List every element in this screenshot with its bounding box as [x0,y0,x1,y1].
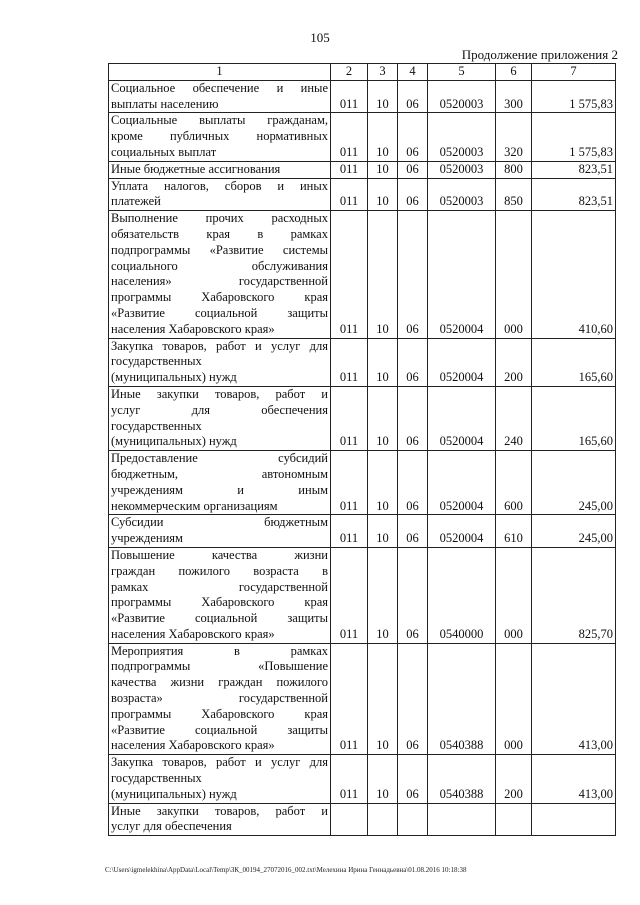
row-name-cell [109,547,331,643]
amount-cell: 413,00 [532,643,616,755]
file-path-footer: C:\Users\igmelekhina\AppData\Local\Temp\ЗК_00194_27072016_002.txt\Мелехина Ирина Геннадьевна\01.08.2016 10:18:38 [105,866,467,874]
row-name-line: (муниципальных) нужд [111,434,237,449]
code-cell [398,803,428,836]
row-name-line: Уплата налогов, сборов и иных [111,178,328,193]
table-row [109,547,616,643]
row-name-line: бюджетным, автономным [111,466,328,481]
code-cell: 06 [398,547,428,643]
amount-cell: 823,51 [532,161,616,178]
code-cell: 0540388 [428,755,496,803]
continuation-label: Продолжение приложения 2 [461,47,618,62]
row-name-line: программы Хабаровского края [111,595,328,610]
code-cell [428,803,496,836]
code-cell: 011 [331,386,368,450]
amount-cell: 245,00 [532,451,616,515]
row-name-line: Мероприятия в рамках [111,643,328,658]
row-name-line: Закупка товаров, работ и услуг для [111,755,328,770]
code-cell: 000 [496,547,532,643]
code-cell: 10 [368,113,398,161]
code-cell: 011 [331,547,368,643]
code-cell: 800 [496,161,532,178]
code-cell: 240 [496,386,532,450]
code-cell: 600 [496,451,532,515]
code-cell: 10 [368,338,398,386]
row-name-line: государственных [111,354,202,369]
row-name-line: учреждениям и иным [111,482,328,497]
code-cell [331,803,368,836]
code-cell: 000 [496,211,532,338]
table-row [109,211,616,338]
row-name-line: (муниципальных) нужд [111,786,237,801]
row-name-line: государственных [111,418,202,433]
row-name-line: обязательств края в рамках [111,226,328,241]
code-cell: 011 [331,211,368,338]
table-row [109,113,616,161]
table-row [109,803,616,836]
code-cell: 0520004 [428,338,496,386]
code-cell: 011 [331,338,368,386]
code-cell: 10 [368,451,398,515]
row-name-line: Субсидии бюджетным [111,515,328,530]
code-cell: 0520004 [428,515,496,548]
code-cell: 0520003 [428,80,496,113]
code-cell: 0520004 [428,451,496,515]
code-cell: 06 [398,161,428,178]
code-cell: 000 [496,643,532,755]
code-cell: 10 [368,211,398,338]
row-name-line: населения Хабаровского края» [111,626,275,641]
code-cell: 10 [368,643,398,755]
row-name-line: граждан пожилого возраста в [111,563,328,578]
column-header: 3 [368,64,398,81]
row-name-cell [109,338,331,386]
row-name-line: населения» государственной [111,274,328,289]
code-cell: 10 [368,755,398,803]
table-row [109,178,616,211]
row-name-line: социальных выплат [111,144,217,159]
code-cell: 200 [496,755,532,803]
column-header: 2 [331,64,368,81]
row-name-cell [109,643,331,755]
amount-cell: 1 575,83 [532,80,616,113]
code-cell: 10 [368,178,398,211]
row-name-line: Предоставление субсидий [111,451,328,466]
row-name-cell [109,803,331,836]
code-cell: 0520003 [428,113,496,161]
code-cell: 300 [496,80,532,113]
page-number: 105 [310,30,330,45]
row-name-line: социального обслуживания [111,258,328,273]
code-cell: 10 [368,547,398,643]
row-name-line: населения Хабаровского края» [111,738,275,753]
row-name-line: «Развитие социальной защиты [111,722,328,737]
code-cell: 850 [496,178,532,211]
code-cell: 0520004 [428,211,496,338]
row-name-cell [109,211,331,338]
row-name-line: выплаты населению [111,96,219,111]
row-name-line: качества жизни граждан пожилого [111,675,328,690]
code-cell: 06 [398,178,428,211]
code-cell: 10 [368,161,398,178]
row-name-line: платежей [111,194,161,209]
table-row [109,755,616,803]
row-name-line: населения Хабаровского края» [111,321,275,336]
code-cell: 10 [368,515,398,548]
code-cell: 320 [496,113,532,161]
row-name-line: Социальные выплаты гражданам, [111,113,328,128]
row-name-line: некоммерческим организациям [111,498,278,513]
row-name-line: возраста» государственной [111,691,328,706]
table-row [109,643,616,755]
code-cell: 0520004 [428,386,496,450]
column-header: 6 [496,64,532,81]
row-name-cell [109,113,331,161]
amount-cell: 1 575,83 [532,113,616,161]
code-cell: 06 [398,643,428,755]
row-name-line: Закупка товаров, работ и услуг для [111,338,328,353]
row-name-line: кроме публичных нормативных [111,129,328,144]
code-cell [496,803,532,836]
column-header: 7 [532,64,616,81]
code-cell: 06 [398,451,428,515]
table-row [109,386,616,450]
row-name-line: подпрограммы «Развитие системы [111,242,328,257]
row-name-cell [109,80,331,113]
row-name-line: услуг для обеспечения [111,402,328,417]
code-cell: 011 [331,178,368,211]
code-cell: 06 [398,755,428,803]
table-row [109,338,616,386]
row-name-line: услуг для обеспечения [111,819,232,834]
row-name-line: подпрограммы «Повышение [111,659,328,674]
code-cell: 011 [331,643,368,755]
row-name-line: Иные закупки товаров, работ и [111,803,328,818]
amount-cell: 825,70 [532,547,616,643]
table-row [109,161,616,178]
table-row [109,515,616,548]
code-cell: 011 [331,451,368,515]
code-cell: 06 [398,386,428,450]
code-cell: 06 [398,211,428,338]
row-name-line: (муниципальных) нужд [111,370,237,385]
amount-cell: 165,60 [532,386,616,450]
column-header: 1 [109,64,331,81]
row-name-cell [109,755,331,803]
code-cell: 0540000 [428,547,496,643]
row-name-line: учреждениям [111,531,183,546]
amount-cell: 410,60 [532,211,616,338]
code-cell: 200 [496,338,532,386]
code-cell [368,803,398,836]
amount-cell: 823,51 [532,178,616,211]
column-header: 4 [398,64,428,81]
row-name-line: Выполнение прочих расходных [111,211,328,226]
code-cell: 011 [331,515,368,548]
code-cell: 0520003 [428,178,496,211]
row-name-cell [109,178,331,211]
code-cell: 10 [368,386,398,450]
row-name-line: Иные закупки товаров, работ и [111,386,328,401]
row-name-line: «Развитие социальной защиты [111,611,328,626]
row-name-line: Социальное обеспечение и иные [111,80,328,95]
amount-cell: 413,00 [532,755,616,803]
row-name-line: государственных [111,771,202,786]
column-header: 5 [428,64,496,81]
table-row [109,80,616,113]
code-cell: 610 [496,515,532,548]
code-cell: 06 [398,515,428,548]
row-name-line: программы Хабаровского края [111,290,328,305]
code-cell: 0520003 [428,161,496,178]
amount-cell: 245,00 [532,515,616,548]
amount-cell: 165,60 [532,338,616,386]
code-cell: 011 [331,113,368,161]
code-cell: 10 [368,80,398,113]
budget-table [108,63,616,836]
code-cell: 011 [331,755,368,803]
row-name-line: Повышение качества жизни [111,547,328,562]
row-name-line: «Развитие социальной защиты [111,305,328,320]
code-cell: 06 [398,113,428,161]
code-cell: 0540388 [428,643,496,755]
code-cell: 011 [331,161,368,178]
code-cell: 011 [331,80,368,113]
table-header-row [109,64,616,81]
table-row [109,451,616,515]
row-name-line: рамках государственной [111,579,328,594]
row-name-line: программы Хабаровского края [111,706,328,721]
row-name-cell [109,515,331,548]
row-name-cell [109,451,331,515]
row-name-cell [109,386,331,450]
row-name-cell [109,161,331,178]
code-cell: 06 [398,80,428,113]
code-cell: 06 [398,338,428,386]
row-name-line: Иные бюджетные ассигнования [111,161,281,176]
amount-cell [532,803,616,836]
